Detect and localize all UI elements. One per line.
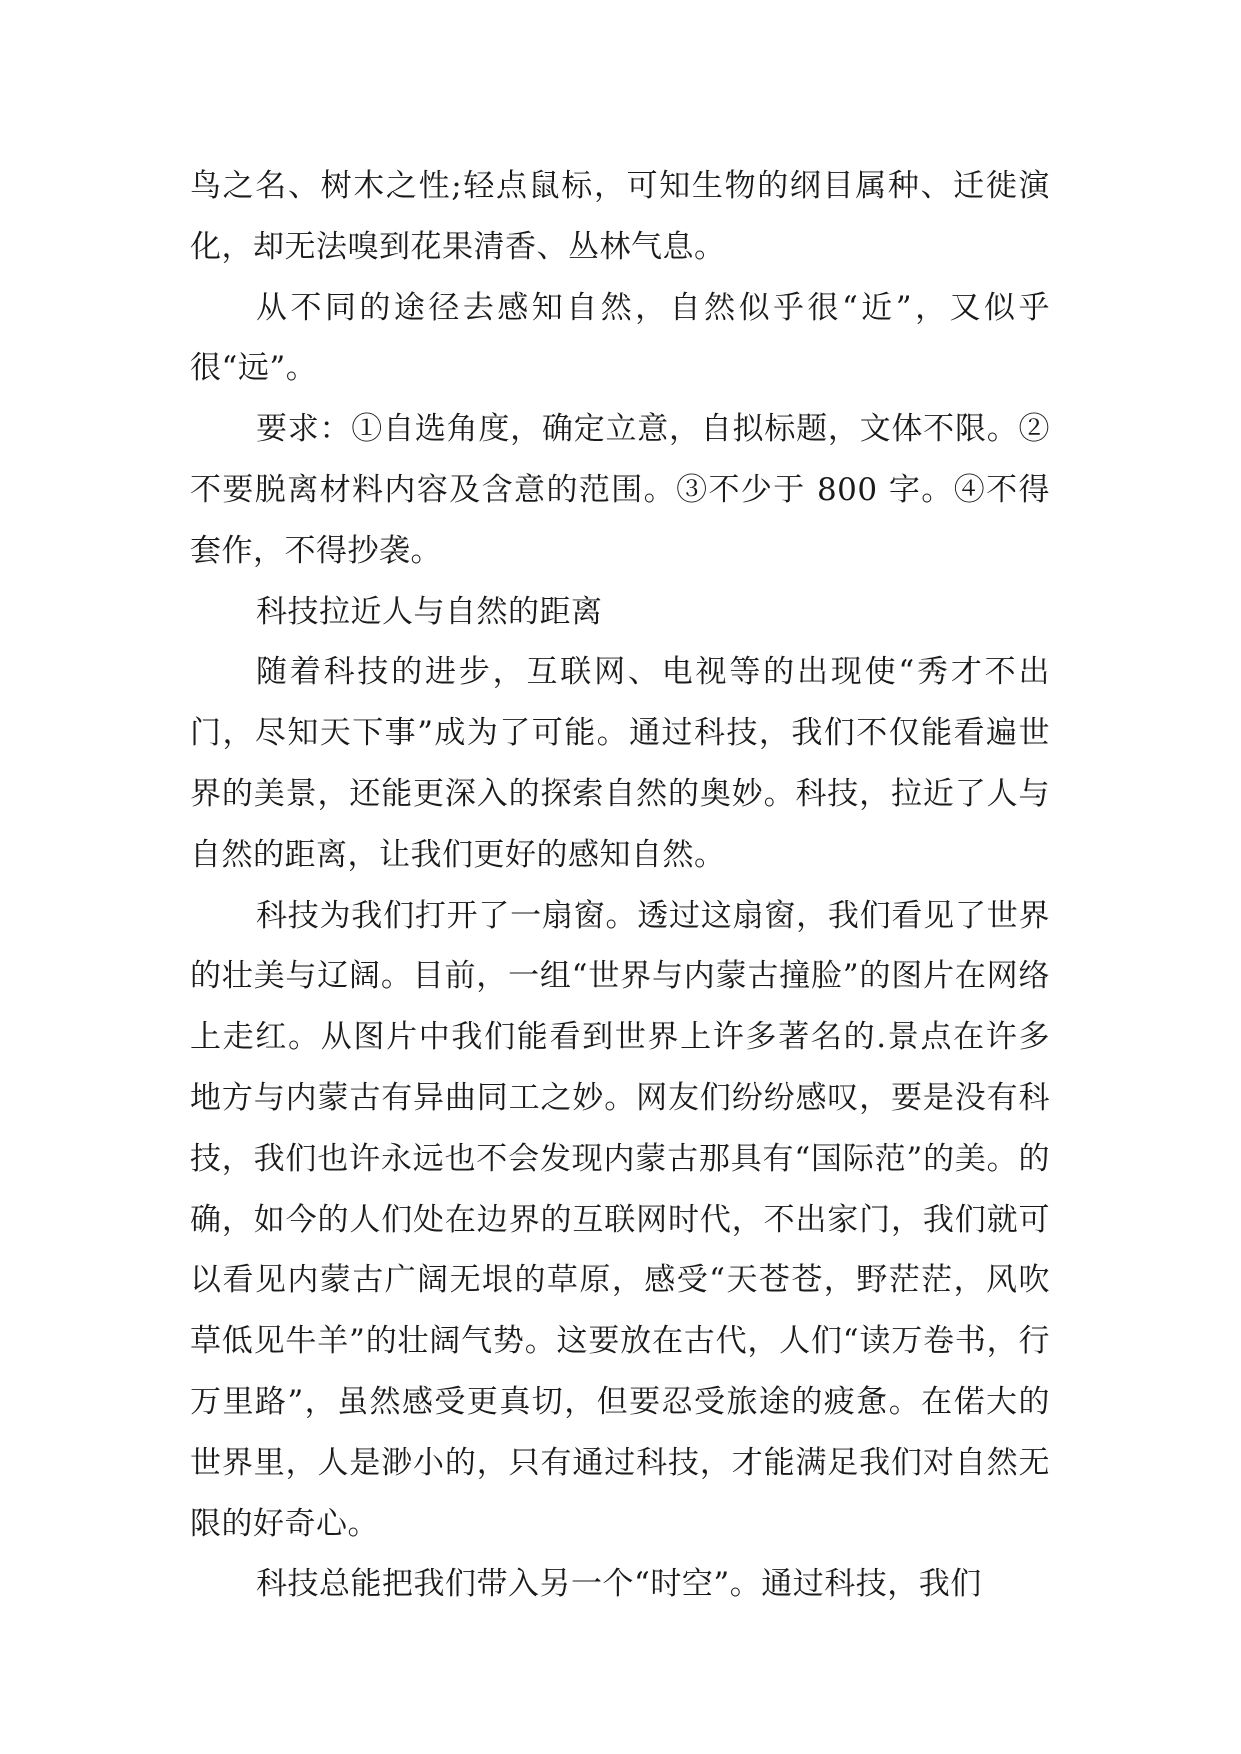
document-page	[190, 156, 1050, 1615]
essay-title: 科技拉近人与自然的距离	[256, 593, 603, 630]
essay-paragraph: 科技总能把我们带入另一个“时空”。通过科技，我们	[256, 1566, 982, 1603]
essay-paragraph: 科技为我们打开了一扇窗。透过这扇窗，我们看见了世界的壮美与辽阔。目前，一组“世界与内蒙古撞脸”的图片在网络上走红。从图片中我们能看到世界上许多著名的.景点在许多地方与内蒙古有异曲同工之妙。网友们纷纷感叹，要是没有科技，我们也许永远也不会发现内蒙古那具有“国际范”的美。的确，如今的人们处在边界的互联网时代，不出家门，我们就可以看见内蒙古广阔无垠的草原，感受“天苍苍，野茫茫，风吹草低见牛羊”的壮阔气势。这要放在古代，人们“读万卷书，行万里路”，虽然感受更真切，但要忍受旅途的疲惫。在偌大的世界里，人是渺小的，只有通过科技，才能满足我们对自然无限的好奇心。	[190, 897, 1050, 1542]
paragraph-prompt: 从不同的途径去感知自然，自然似乎很“近”，又似乎很“远”。	[190, 289, 1050, 387]
essay-paragraph: 随着科技的进步，互联网、电视等的出现使“秀才不出门，尽知天下事”成为了可能。通过科技，我们不仅能看遍世界的美景，还能更深入的探索自然的奥妙。科技，拉近了人与自然的距离，让我们更好的感知自然。	[190, 654, 1050, 873]
paragraph-material-end: 鸟之名、树木之性;轻点鼠标，可知生物的纲目属种、迁徙演化，却无法嗅到花果清香、丛林气息。	[190, 168, 1050, 265]
paragraph-requirements: 要求：①自选角度，确定立意，自拟标题，文体不限。②不要脱离材料内容及含意的范围。③不少于 800 字。④不得套作，不得抄袭。	[190, 411, 1050, 569]
